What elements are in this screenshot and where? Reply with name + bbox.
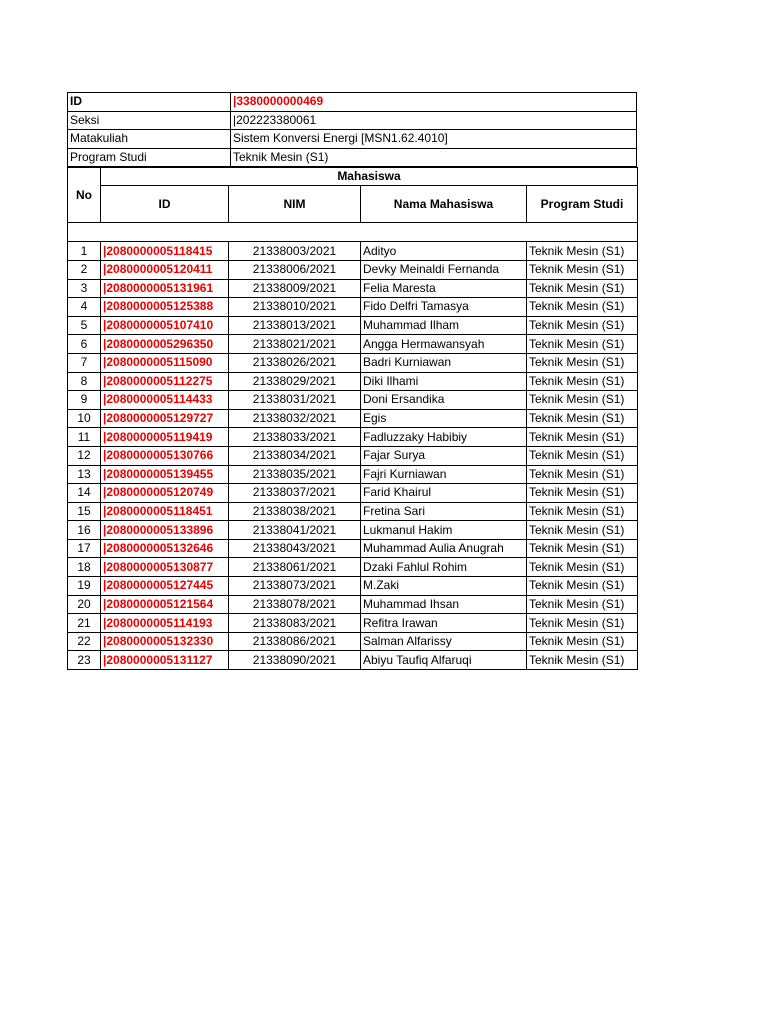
student-program: Teknik Mesin (S1) (527, 502, 638, 521)
column-header-row (68, 186, 638, 223)
mahasiswa-header: Mahasiswa (101, 168, 638, 186)
row-number: 16 (68, 521, 101, 540)
id-value: |3380000000469 (231, 93, 637, 112)
student-name: Muhammad Aulia Anugrah (361, 539, 527, 558)
student-name: Fretina Sari (361, 502, 527, 521)
student-nim: 21338073/2021 (229, 577, 361, 596)
column-header-prodi: Program Studi (527, 186, 638, 223)
row-number: 13 (68, 465, 101, 484)
column-header-nama: Nama Mahasiswa (361, 186, 527, 223)
student-id: |2080000005129727 (101, 409, 229, 428)
student-nim: 21338043/2021 (229, 539, 361, 558)
student-id: |2080000005114433 (101, 391, 229, 410)
student-nim: 21338029/2021 (229, 372, 361, 391)
student-program: Teknik Mesin (S1) (527, 260, 638, 279)
meta-row-seksi (68, 111, 637, 130)
student-program: Teknik Mesin (S1) (527, 558, 638, 577)
student-nim: 21338090/2021 (229, 651, 361, 670)
student-table (67, 167, 638, 670)
student-name: Dzaki Fahlul Rohim (361, 558, 527, 577)
student-name: Fajri Kurniawan (361, 465, 527, 484)
row-number: 9 (68, 391, 101, 410)
student-nim: 21338026/2021 (229, 353, 361, 372)
student-nim: 21338034/2021 (229, 446, 361, 465)
student-nim: 21338037/2021 (229, 484, 361, 503)
student-id: |2080000005130877 (101, 558, 229, 577)
row-number: 11 (68, 428, 101, 447)
student-program: Teknik Mesin (S1) (527, 335, 638, 354)
course-info-table (67, 92, 637, 167)
student-program: Teknik Mesin (S1) (527, 298, 638, 317)
student-id: |2080000005127445 (101, 577, 229, 596)
student-name: Devky Meinaldi Fernanda (361, 260, 527, 279)
table-row (68, 372, 638, 391)
column-header-nim: NIM (229, 186, 361, 223)
meta-row-matakuliah (68, 130, 637, 149)
table-row (68, 409, 638, 428)
meta-row-id (68, 93, 637, 112)
row-number: 18 (68, 558, 101, 577)
prodi-label: Program Studi (68, 148, 231, 167)
table-row (68, 279, 638, 298)
blank-cell (68, 223, 638, 242)
matakuliah-value: Sistem Konversi Energi [MSN1.62.4010] (231, 130, 637, 149)
student-id: |2080000005107410 (101, 316, 229, 335)
seksi-value: |202223380061 (231, 111, 637, 130)
blank-row (68, 223, 638, 242)
student-nim: 21338061/2021 (229, 558, 361, 577)
student-id: |2080000005132646 (101, 539, 229, 558)
student-nim: 21338006/2021 (229, 260, 361, 279)
row-number: 12 (68, 446, 101, 465)
seksi-label: Seksi (68, 111, 231, 130)
row-number: 4 (68, 298, 101, 317)
table-row (68, 539, 638, 558)
table-row (68, 558, 638, 577)
prodi-value: Teknik Mesin (S1) (231, 148, 637, 167)
table-row (68, 465, 638, 484)
student-id: |2080000005120749 (101, 484, 229, 503)
student-program: Teknik Mesin (S1) (527, 316, 638, 335)
student-program: Teknik Mesin (S1) (527, 242, 638, 261)
student-program: Teknik Mesin (S1) (527, 353, 638, 372)
student-name: Egis (361, 409, 527, 428)
table-row (68, 502, 638, 521)
table-row (68, 391, 638, 410)
row-number: 17 (68, 539, 101, 558)
student-id: |2080000005125388 (101, 298, 229, 317)
table-row (68, 595, 638, 614)
student-nim: 21338021/2021 (229, 335, 361, 354)
student-nim: 21338010/2021 (229, 298, 361, 317)
student-name: Farid Khairul (361, 484, 527, 503)
table-row (68, 260, 638, 279)
student-name: Lukmanul Hakim (361, 521, 527, 540)
student-nim: 21338086/2021 (229, 632, 361, 651)
student-name: Fajar Surya (361, 446, 527, 465)
row-number: 21 (68, 614, 101, 633)
row-number: 20 (68, 595, 101, 614)
row-number: 19 (68, 577, 101, 596)
table-row (68, 651, 638, 670)
table-row (68, 577, 638, 596)
student-name: Diki Ilhami (361, 372, 527, 391)
table-row (68, 484, 638, 503)
student-nim: 21338009/2021 (229, 279, 361, 298)
row-number: 2 (68, 260, 101, 279)
student-program: Teknik Mesin (S1) (527, 521, 638, 540)
student-nim: 21338078/2021 (229, 595, 361, 614)
student-id: |2080000005130766 (101, 446, 229, 465)
student-nim: 21338003/2021 (229, 242, 361, 261)
student-nim: 21338032/2021 (229, 409, 361, 428)
table-row (68, 614, 638, 633)
student-program: Teknik Mesin (S1) (527, 651, 638, 670)
attendance-sheet (67, 92, 637, 670)
matakuliah-label: Matakuliah (68, 130, 231, 149)
student-program: Teknik Mesin (S1) (527, 446, 638, 465)
student-name: Adityo (361, 242, 527, 261)
student-nim: 21338035/2021 (229, 465, 361, 484)
student-nim: 21338041/2021 (229, 521, 361, 540)
id-label: ID (68, 93, 231, 112)
student-name: Abiyu Taufiq Alfaruqi (361, 651, 527, 670)
row-number: 15 (68, 502, 101, 521)
row-number: 6 (68, 335, 101, 354)
table-row (68, 632, 638, 651)
student-program: Teknik Mesin (S1) (527, 372, 638, 391)
student-id: |2080000005118451 (101, 502, 229, 521)
student-id: |2080000005115090 (101, 353, 229, 372)
student-id: |2080000005112275 (101, 372, 229, 391)
table-row (68, 446, 638, 465)
student-name: Fido Delfri Tamasya (361, 298, 527, 317)
student-id: |2080000005131961 (101, 279, 229, 298)
student-rows (68, 242, 638, 670)
row-number: 23 (68, 651, 101, 670)
student-name: Muhammad Ilham (361, 316, 527, 335)
student-id: |2080000005133896 (101, 521, 229, 540)
table-row (68, 428, 638, 447)
row-number: 8 (68, 372, 101, 391)
student-id: |2080000005131127 (101, 651, 229, 670)
student-nim: 21338083/2021 (229, 614, 361, 633)
row-number: 10 (68, 409, 101, 428)
table-row (68, 242, 638, 261)
student-id: |2080000005114193 (101, 614, 229, 633)
row-number: 7 (68, 353, 101, 372)
student-name: Muhammad Ihsan (361, 595, 527, 614)
student-program: Teknik Mesin (S1) (527, 484, 638, 503)
student-nim: 21338038/2021 (229, 502, 361, 521)
student-id: |2080000005296350 (101, 335, 229, 354)
student-program: Teknik Mesin (S1) (527, 428, 638, 447)
table-row (68, 316, 638, 335)
no-header: No (68, 168, 101, 223)
student-id: |2080000005139455 (101, 465, 229, 484)
student-name: Badri Kurniawan (361, 353, 527, 372)
student-nim: 21338031/2021 (229, 391, 361, 410)
table-row (68, 353, 638, 372)
student-program: Teknik Mesin (S1) (527, 577, 638, 596)
student-program: Teknik Mesin (S1) (527, 465, 638, 484)
student-name: M.Zaki (361, 577, 527, 596)
student-program: Teknik Mesin (S1) (527, 614, 638, 633)
column-header-id: ID (101, 186, 229, 223)
student-name: Salman Alfarissy (361, 632, 527, 651)
student-name: Felia Maresta (361, 279, 527, 298)
student-nim: 21338013/2021 (229, 316, 361, 335)
table-row (68, 521, 638, 540)
row-number: 1 (68, 242, 101, 261)
meta-row-prodi (68, 148, 637, 167)
student-id: |2080000005132330 (101, 632, 229, 651)
row-number: 5 (68, 316, 101, 335)
student-name: Doni Ersandika (361, 391, 527, 410)
student-name: Angga Hermawansyah (361, 335, 527, 354)
row-number: 22 (68, 632, 101, 651)
student-program: Teknik Mesin (S1) (527, 539, 638, 558)
student-id: |2080000005120411 (101, 260, 229, 279)
row-number: 14 (68, 484, 101, 503)
student-id: |2080000005119419 (101, 428, 229, 447)
student-program: Teknik Mesin (S1) (527, 595, 638, 614)
student-nim: 21338033/2021 (229, 428, 361, 447)
student-id: |2080000005121564 (101, 595, 229, 614)
table-row (68, 335, 638, 354)
student-program: Teknik Mesin (S1) (527, 632, 638, 651)
student-program: Teknik Mesin (S1) (527, 391, 638, 410)
table-row (68, 298, 638, 317)
student-id: |2080000005118415 (101, 242, 229, 261)
student-name: Fadluzzaky Habibiy (361, 428, 527, 447)
row-number: 3 (68, 279, 101, 298)
student-program: Teknik Mesin (S1) (527, 279, 638, 298)
header-group-row (68, 168, 638, 186)
student-program: Teknik Mesin (S1) (527, 409, 638, 428)
student-name: Refitra Irawan (361, 614, 527, 633)
